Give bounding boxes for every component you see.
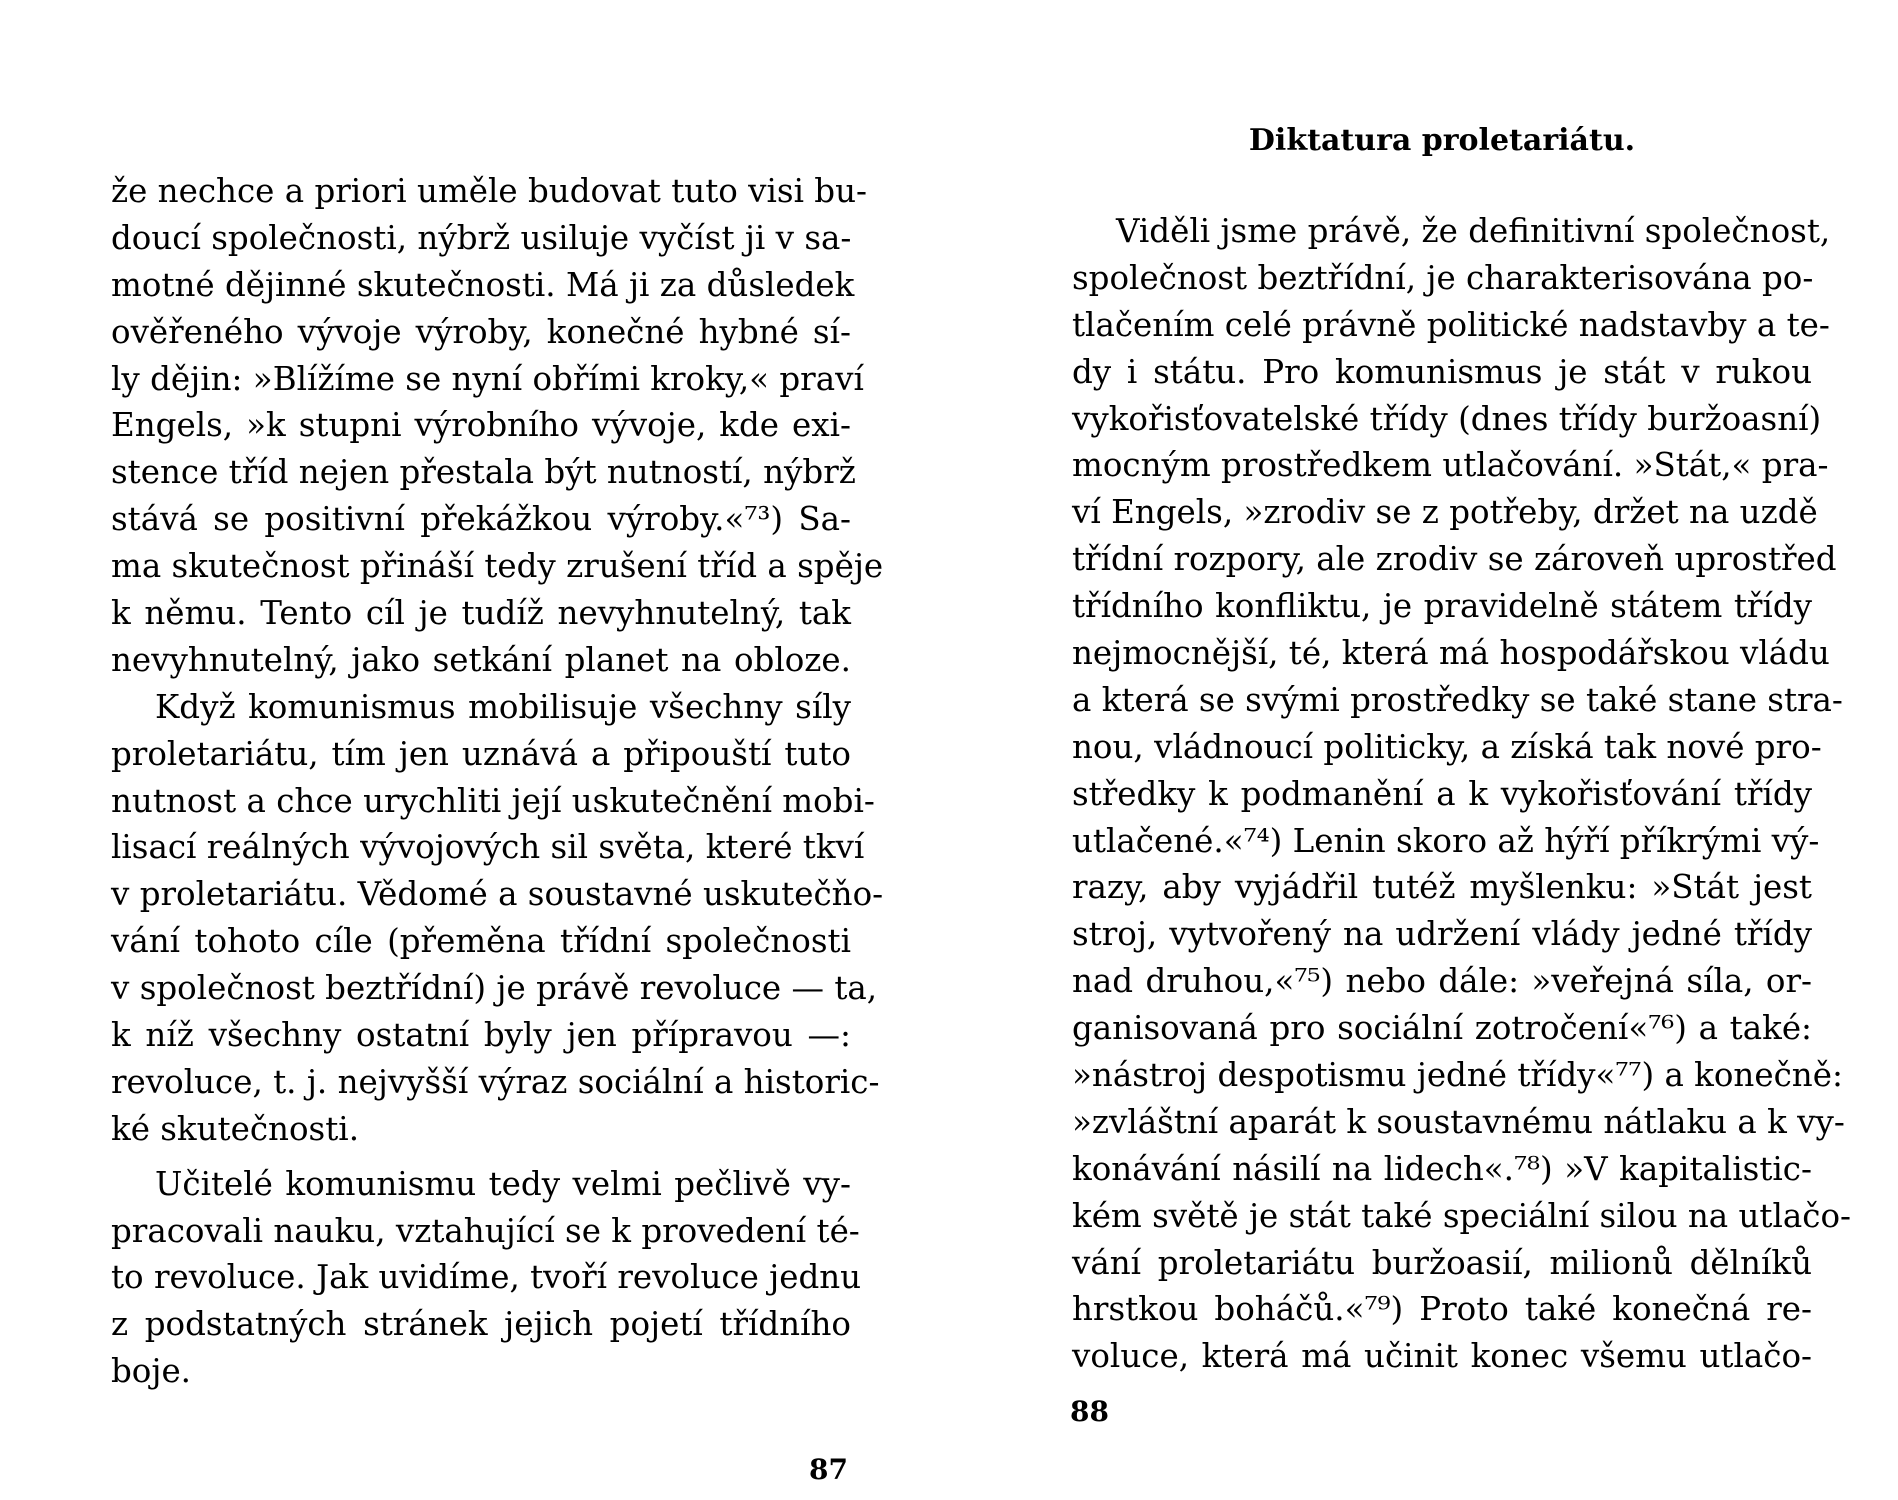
text-line: středky k podmanění a k vykořisťování třídy — [1072, 774, 1812, 813]
text-line: ké skutečnosti. — [111, 1109, 360, 1148]
text-line: boje. — [111, 1352, 192, 1391]
text-line: dy i státu. Pro komunismus je stát v rukou — [1072, 352, 1812, 391]
text-line: nevyhnutelný, jako setkání planet na obloze. — [111, 640, 851, 679]
text-line: lisací reálných vývojových sil světa, které tkví — [111, 828, 865, 867]
text-line: motné dějinné skutečnosti. Má ji za důsledek — [111, 265, 855, 304]
text-line: ganisovaná pro sociální zotročení«⁷⁶) a také: — [1072, 1009, 1812, 1048]
text-line: nutnost a chce urychliti její uskutečnění mobi- — [111, 781, 875, 820]
text-line: Když komunismus mobilisuje všechny síly — [155, 687, 851, 726]
text-line: »nástroj despotismu jedné třídy«⁷⁷) a konečně: — [1072, 1056, 1843, 1095]
text-line: razy, aby vyjádřil tutéž myšlenku: »Stát jest — [1072, 868, 1812, 907]
text-line: ví Engels, »zrodiv se z potřeby, držet na uzdě — [1072, 493, 1818, 532]
text-line: Učitelé komunismu tedy velmi pečlivě vy- — [155, 1164, 851, 1203]
text-line: mocným prostředkem utlačování. »Stát,« pra- — [1072, 446, 1829, 485]
text-line: kém světě je stát také speciální silou na utlačo- — [1072, 1196, 1852, 1235]
text-line: tlačením celé právně politické nadstavby a te- — [1072, 305, 1830, 344]
text-line: v proletariátu. Vědomé a soustavné uskutečňo- — [111, 875, 884, 914]
text-line: stroj, vytvořený na udržení vlády jedné třídy — [1072, 915, 1812, 954]
text-line: z podstatných stránek jejich pojetí třídního — [111, 1305, 851, 1344]
text-line: že nechce a priori uměle budovat tuto visi bu- — [111, 172, 868, 210]
text-line: vání proletariátu buržoasií, milionů dělníků — [1072, 1243, 1812, 1282]
page-number: 87 — [809, 1453, 848, 1486]
left-page-text — [111, 168, 884, 1395]
text-line: konávání násilí na lidech«.⁷⁸) »V kapitalistic- — [1072, 1149, 1812, 1188]
text-line: nejmocnější, té, která má hospodářskou vládu — [1072, 634, 1830, 673]
text-line: ly dějin: »Blížíme se nyní obřími kroky,« praví — [111, 359, 864, 398]
text-line: voluce, která má učinit konec všemu utlačo- — [1072, 1337, 1812, 1376]
text-line: třídního konfliktu, je pravidelně státem třídy — [1072, 587, 1812, 626]
text-line: »zvláštní aparát k soustavnému nátlaku a k vy- — [1072, 1102, 1845, 1141]
page-number: 88 — [1070, 1395, 1109, 1428]
text-line: doucí společnosti, nýbrž usiluje vyčíst ji v sa- — [111, 218, 852, 257]
text-line: ověřeného vývoje výroby, konečné hybné sí- — [111, 312, 851, 351]
right-page-text — [1072, 208, 1852, 1380]
text-line: proletariátu, tím jen uznává a připouští tuto — [111, 734, 851, 773]
chapter-title: Diktatura proletariátu. — [1248, 123, 1636, 158]
text-line: ma skutečnost přináší tedy zrušení tříd a spěje — [111, 547, 884, 586]
text-line: hrstkou boháčů.«⁷⁹) Proto také konečná re- — [1072, 1290, 1812, 1329]
text-line: třídní rozpory, ale zrodiv se zároveň uprostřed — [1072, 540, 1837, 579]
text-line: k níž všechny ostatní byly jen přípravou —: — [111, 1016, 851, 1055]
text-line: to revoluce. Jak uvidíme, tvoří revoluce jednu — [111, 1258, 862, 1297]
text-line: Viděli jsme právě, že definitivní společnost, — [1116, 212, 1831, 250]
text-line: vykořisťovatelské třídy (dnes třídy buržoasní) — [1072, 399, 1822, 438]
text-line: pracovali nauku, vztahující se k provedení té- — [111, 1211, 860, 1250]
text-line: vání tohoto cíle (přeměna třídní společnosti — [111, 922, 851, 961]
text-line: Engels, »k stupni výrobního vývoje, kde exi- — [111, 406, 851, 445]
text-line: utlačené.«⁷⁴) Lenin skoro až hýří příkrými vý- — [1072, 821, 1820, 860]
text-line: v společnost beztřídní) je právě revoluce — ta, — [111, 969, 878, 1008]
text-line: k němu. Tento cíl je tudíž nevyhnutelný, tak — [111, 594, 851, 633]
text-line: revoluce, t. j. nejvyšší výraz sociální a historic- — [111, 1062, 880, 1101]
text-line: a která se svými prostředky se také stane stra- — [1072, 680, 1843, 719]
text-line: společnost beztřídní, je charakterisována po- — [1072, 258, 1814, 297]
text-line: nou, vládnoucí politicky, a získá tak nové pro- — [1072, 727, 1822, 766]
text-line: stence tříd nejen přestala být nutností, nýbrž — [111, 453, 856, 492]
text-line: nad druhou,«⁷⁵) nebo dále: »veřejná síla, or- — [1072, 962, 1812, 1001]
text-line: stává se positivní překážkou výroby.«⁷³) Sa- — [111, 500, 851, 539]
